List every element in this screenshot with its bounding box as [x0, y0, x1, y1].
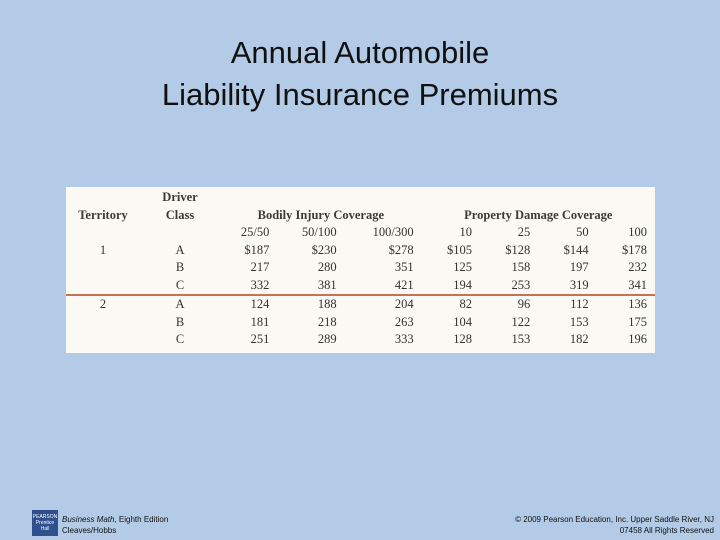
property-damage-premium-cell: 128: [453, 332, 472, 346]
bodily-injury-premium-cell: 421: [394, 277, 414, 292]
property-damage-premium-cell: 112: [538, 295, 596, 314]
property-damage-premium-cell: $144: [563, 242, 589, 257]
bodily-injury-premium-cell: 280: [317, 260, 337, 274]
driver-class-cell: B: [175, 260, 185, 274]
territory-cell: 1: [99, 242, 107, 257]
bodily-injury-premium-cell: 188: [277, 295, 344, 314]
property-damage-premium-cell: 319: [569, 277, 589, 292]
property-damage-premium-cell: $105: [446, 242, 472, 257]
footer-book-info: [62, 514, 168, 536]
territory-cell: [66, 259, 140, 277]
bodily-injury-premium-cell: 351: [394, 260, 414, 274]
property-damage-premium-cell: 104: [453, 314, 472, 329]
property-damage-premium-cell: 253: [511, 277, 531, 292]
table-row: [66, 259, 655, 277]
property-damage-premium-cell: 341: [628, 277, 647, 292]
property-damage-premium-cell: $128: [505, 242, 531, 257]
property-damage-premium-cell: 136: [597, 295, 655, 314]
logo-text: PEARSON Prentice Hall: [32, 514, 58, 532]
territory-cell: 2: [66, 295, 140, 314]
pearson-logo: [32, 510, 58, 536]
bodily-injury-premium-cell: 218: [317, 314, 337, 329]
book-title: Business Math: [62, 515, 115, 524]
property-damage-premium-cell: 194: [453, 277, 472, 292]
bodily-injury-limit-header: 50/100: [301, 225, 337, 239]
book-authors: Cleaves/Hobbs: [62, 526, 117, 535]
property-damage-premium-cell: $178: [622, 242, 647, 257]
footer-copyright: [414, 514, 714, 536]
property-damage-premium-cell: 158: [511, 260, 531, 274]
bodily-injury-premium-cell: $230: [311, 242, 337, 257]
bodily-injury-premium-cell: $187: [244, 242, 270, 257]
title-line-2: Liability Insurance Premiums: [161, 77, 559, 112]
bodily-injury-header: Bodily Injury Coverage: [257, 207, 385, 222]
property-damage-premium-cell: 182: [569, 332, 589, 346]
property-damage-premium-cell: 196: [628, 332, 647, 346]
driver-class-cell: A: [140, 295, 220, 314]
property-damage-premium-cell: 122: [511, 314, 531, 329]
driver-class-header-line1: Driver: [162, 190, 198, 204]
bodily-injury-premium-cell: $278: [388, 242, 414, 257]
property-damage-limit-header: 10: [459, 225, 472, 239]
premium-table: [66, 187, 655, 349]
bodily-injury-premium-cell: 181: [250, 314, 270, 329]
bodily-injury-premium-cell: 289: [317, 332, 337, 346]
table-row: [66, 295, 655, 314]
table-row: [66, 242, 655, 260]
bodily-injury-premium-cell: 204: [345, 295, 422, 314]
bodily-injury-premium-cell: 124: [220, 295, 277, 314]
property-damage-premium-cell: 96: [480, 295, 538, 314]
territory-cell: [66, 314, 140, 332]
territory-cell: [66, 277, 140, 296]
bodily-injury-premium-cell: 381: [317, 277, 337, 292]
driver-class-header-line2: Class: [165, 207, 195, 222]
bodily-injury-premium-cell: 332: [250, 277, 270, 292]
coverage-limits-row: [66, 224, 655, 242]
bodily-injury-limit-header: 100/300: [372, 225, 414, 239]
bodily-injury-premium-cell: 217: [250, 260, 270, 274]
premium-table-image: [66, 187, 655, 353]
property-damage-premium-cell: 232: [628, 260, 647, 274]
bodily-injury-premium-cell: 333: [394, 332, 414, 346]
property-damage-premium-cell: 175: [628, 314, 647, 329]
slide-title: [0, 32, 720, 116]
territory-cell: [66, 331, 140, 349]
property-damage-limit-header: 25: [517, 225, 531, 239]
property-damage-premium-cell: 125: [453, 260, 472, 274]
book-edition: , Eighth Edition: [114, 515, 169, 524]
bodily-injury-premium-cell: 263: [394, 314, 414, 329]
bodily-injury-limit-header: 25/50: [240, 225, 270, 239]
property-damage-premium-cell: 153: [511, 332, 531, 346]
property-damage-header: Property Damage Coverage: [464, 207, 613, 222]
property-damage-limit-header: 50: [576, 225, 589, 239]
table-row: [66, 314, 655, 332]
property-damage-premium-cell: 197: [569, 260, 589, 274]
bodily-injury-premium-cell: 251: [250, 332, 270, 346]
driver-class-cell: A: [175, 242, 185, 257]
property-damage-premium-cell: 153: [569, 314, 589, 329]
property-damage-limit-header: 100: [628, 225, 647, 239]
property-damage-premium-cell: 82: [422, 295, 480, 314]
driver-class-cell: C: [175, 277, 185, 292]
copyright-line-2: 07458 All Rights Reserved: [619, 526, 714, 535]
table-row: [66, 331, 655, 349]
table-row: [66, 277, 655, 296]
territory-header: Territory: [78, 207, 128, 222]
driver-class-cell: B: [175, 314, 185, 329]
driver-class-cell: C: [175, 332, 185, 346]
copyright-line-1: © 2009 Pearson Education, Inc. Upper Saddle River, NJ: [515, 515, 714, 524]
title-line-1: Annual Automobile: [230, 35, 490, 70]
